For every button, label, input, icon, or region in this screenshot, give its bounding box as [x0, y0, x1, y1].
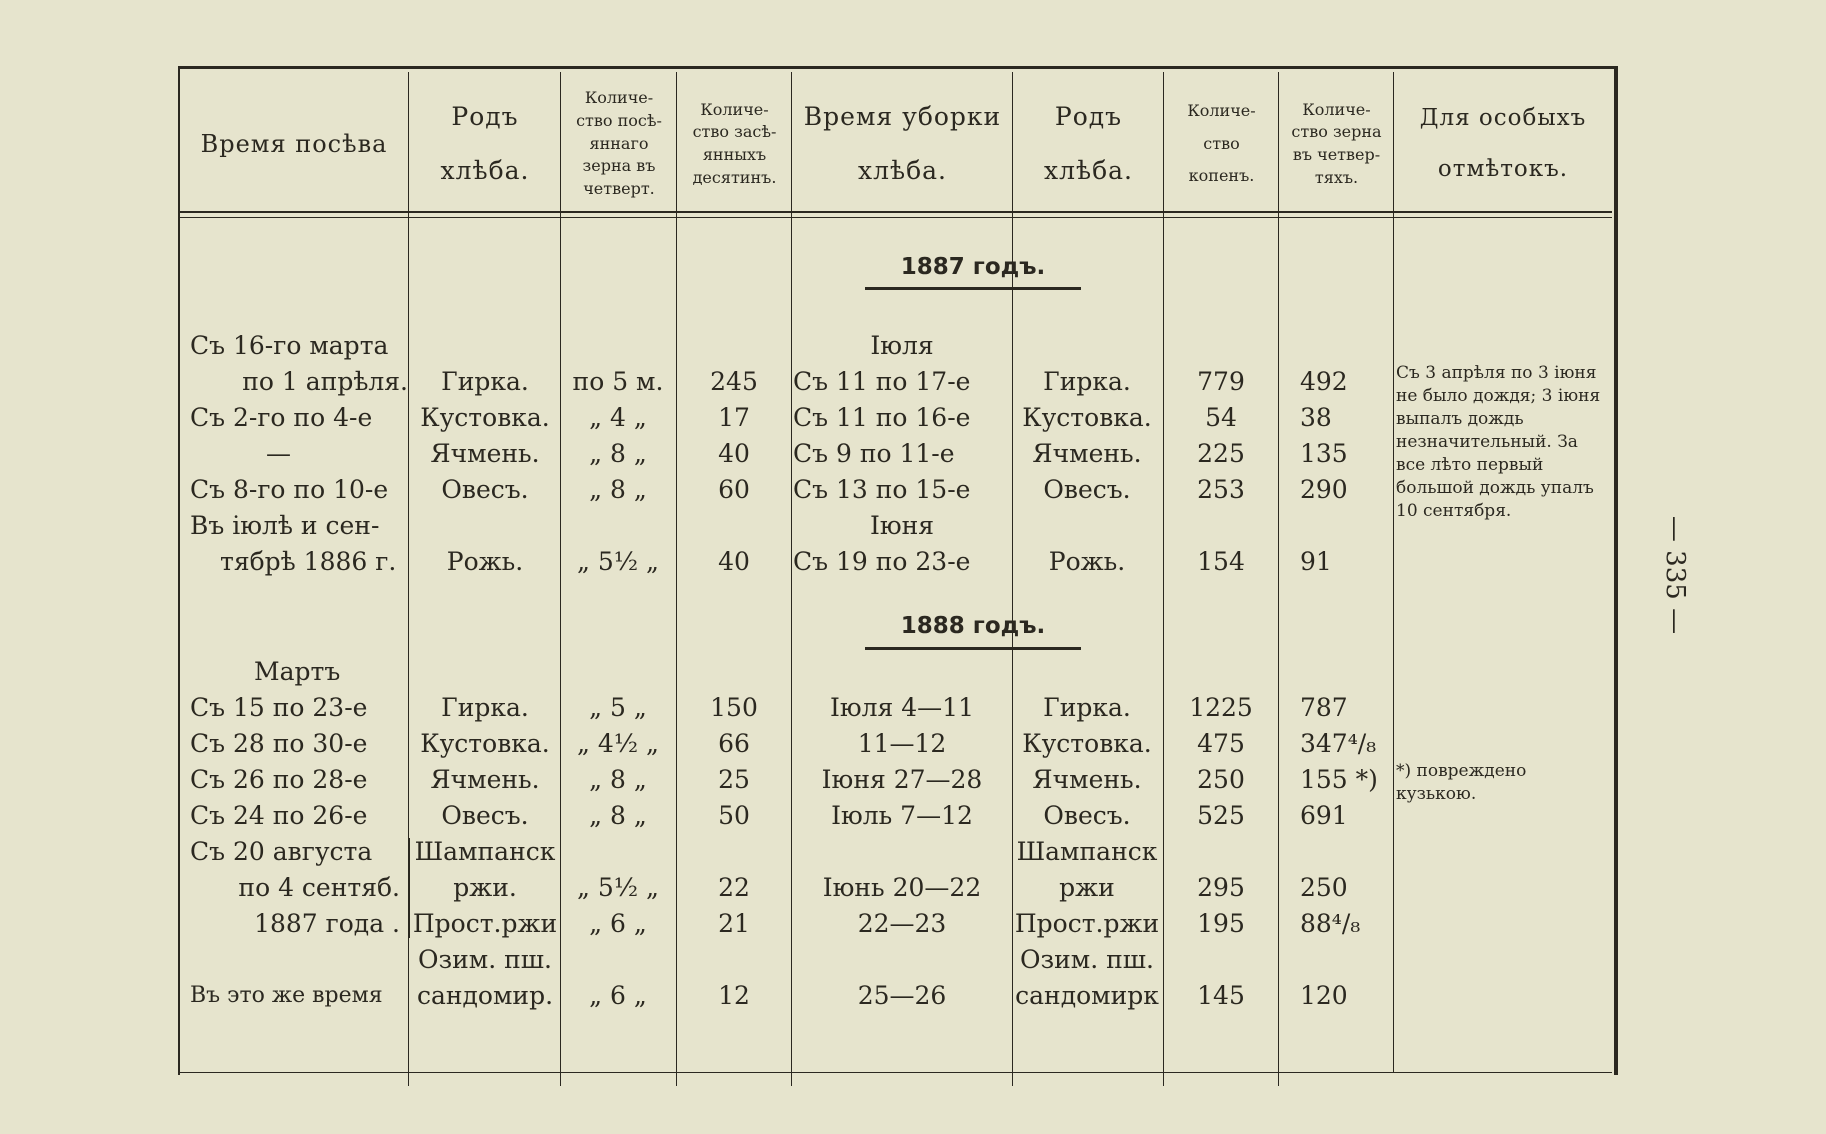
table-row-cell: Рожь.: [1048, 547, 1126, 576]
table-row-cell: Кустовка.: [1022, 729, 1152, 758]
table-row-cell: Шампанск: [414, 837, 556, 866]
table-row-cell: сандомир.: [416, 981, 554, 1010]
header-rule-bottom: [180, 217, 1612, 218]
table-row-cell: 25: [718, 765, 750, 794]
sow-month-march: Мартъ: [254, 657, 341, 686]
table-row-cell: 154: [1197, 547, 1245, 576]
table-row-cell: Шампанск: [1016, 837, 1158, 866]
table-row-cell: 22—23: [857, 909, 947, 938]
table-row-cell: 525: [1197, 801, 1245, 830]
table-row-cell: 779: [1197, 367, 1245, 396]
table-row-cell: „ 8 „: [589, 801, 647, 830]
table-row-cell: 66: [718, 729, 750, 758]
table-row-cell: 38: [1300, 403, 1332, 432]
table-row-cell: Гирка.: [441, 367, 529, 396]
table-row-cell: „ 6 „: [589, 981, 647, 1010]
table-row-cell: 150: [710, 693, 758, 722]
page-number: — 335 —: [1660, 515, 1690, 635]
note-1888: *) повреждено кузькою.: [1396, 761, 1527, 804]
table-row-cell: Съ 2-го по 4-е: [190, 403, 373, 432]
table-row-cell: Съ 24 по 26-е: [190, 801, 368, 830]
table-row-cell: „ 5½ „: [577, 873, 659, 902]
table-row-cell: по 4 сентяб.: [238, 873, 400, 902]
table-row-cell: 40: [718, 547, 750, 576]
table-row-cell: 347⁴/₈: [1300, 729, 1377, 758]
header-harvest-time: Время уборки хлѣба.: [803, 102, 1002, 185]
table-row-cell: 250: [1197, 765, 1245, 794]
table-row-cell: 50: [718, 801, 750, 830]
table-row-cell: „ 6 „: [589, 909, 647, 938]
table-row-cell: 290: [1300, 475, 1348, 504]
header-notes: Для особыхъ отмѣтокъ.: [1419, 104, 1587, 182]
table-row-cell: Съ 26 по 28-е: [190, 765, 368, 794]
table-row-cell: Гирка.: [441, 693, 529, 722]
year-heading-1888: 1888 годъ.: [900, 613, 1046, 639]
table-row-cell: 120: [1300, 981, 1348, 1010]
table-row-cell: „ 5 „: [589, 693, 647, 722]
year-rule-1887: [865, 287, 1081, 290]
table-row-cell: Прост.ржи: [1014, 909, 1160, 938]
table-row-cell: 88⁴/₈: [1300, 909, 1361, 938]
table-row-cell: 12: [718, 981, 750, 1010]
table-row-cell: по 1 апрѣля.: [242, 367, 408, 396]
table-row-cell: Овесъ.: [1043, 801, 1131, 830]
table-row-cell: Кустовка.: [420, 729, 550, 758]
table-row-cell: Ячмень.: [430, 765, 540, 794]
table-row-cell: —: [266, 439, 291, 468]
col-rule-4: [791, 72, 792, 1086]
table-row-cell: Iюль 7—12: [831, 801, 973, 830]
table-row-cell: 245: [710, 367, 758, 396]
table-row-cell: 492: [1300, 367, 1348, 396]
table-row-cell: Съ 19 по 23-е: [793, 547, 971, 576]
table-row-cell: Въ iюлѣ и сен-: [190, 511, 380, 540]
table-row-cell: тябрѣ 1886 г.: [220, 547, 397, 576]
table-row-cell: Съ 9 по 11-е: [793, 439, 955, 468]
table-row-cell: Кустовка.: [1022, 403, 1152, 432]
table-row-cell: Ячмень.: [1032, 439, 1142, 468]
header-grain-quantity: Количе- ство зерна въ четвер- тяхъ.: [1291, 99, 1382, 187]
table-row-cell: Овесъ.: [441, 801, 529, 830]
header-sow-time: Время посѣва: [200, 129, 388, 158]
note-1887: Съ 3 апрѣля по 3 iюня не было дождя; 3 iюня выпалъ дождь незначительный. За все лѣто первый большой дождь упалъ 10 сентября.: [1396, 363, 1601, 521]
table-row-cell: 475: [1197, 729, 1245, 758]
table-row-cell: Съ 15 по 23-е: [190, 693, 368, 722]
table-row-cell: Въ это же время: [190, 983, 383, 1008]
table-row-cell: Овесъ.: [441, 475, 529, 504]
year-rule-1888: [865, 647, 1081, 650]
table-row-cell: Съ 13 по 15-е: [793, 475, 971, 504]
table-bottom-rule: [180, 1072, 1612, 1073]
table-row-cell: 295: [1197, 873, 1245, 902]
header-grain-kind-2: Родъ хлѣба.: [1044, 102, 1133, 185]
table-row-cell: Гирка.: [1043, 693, 1131, 722]
table-row-cell: Iюля 4—11: [830, 693, 974, 722]
table-row-cell: „ 4½ „: [577, 729, 659, 758]
table-row-cell: Рожь.: [446, 547, 524, 576]
table-row-cell: 91: [1300, 547, 1332, 576]
header-sown-quantity: Количе- ство посѣ- яннаго зерна въ четверт.: [576, 88, 662, 199]
table-row-cell: Съ 11 по 17-е: [793, 367, 971, 396]
col-rule-3: [676, 72, 677, 1086]
table-row-cell: „ 8 „: [589, 765, 647, 794]
table-row-cell: 25—26: [857, 981, 947, 1010]
table-row-cell: 60: [718, 475, 750, 504]
table-row-cell: ржи.: [453, 873, 517, 902]
table-row-cell: Ячмень.: [1032, 765, 1142, 794]
header-sheaves: Количе- ство копенъ.: [1187, 100, 1256, 186]
table-row-cell: 253: [1197, 475, 1245, 504]
table-row-cell: Съ 20 августа: [190, 837, 373, 866]
table-row-cell: 787: [1300, 693, 1348, 722]
col-rule-6: [1163, 72, 1164, 1086]
table-row-cell: 1887 года .: [254, 909, 400, 938]
table-row-cell: „ 8 „: [589, 475, 647, 504]
table-row-cell: Iюня 27—28: [821, 765, 983, 794]
harvest-month-june: Iюня: [869, 511, 935, 540]
table-row-cell: 155 *): [1300, 765, 1378, 794]
table-row-cell: сандомирк: [1015, 981, 1159, 1010]
table-row-cell: 40: [718, 439, 750, 468]
table-row-cell: 691: [1300, 801, 1348, 830]
table-row-cell: Озим. пш.: [418, 945, 552, 974]
table-row-cell: по 5 м.: [572, 367, 664, 396]
table-row-cell: Съ 8-го по 10-е: [190, 475, 389, 504]
table-row-cell: 11—12: [857, 729, 947, 758]
table-row-cell: 1225: [1189, 693, 1253, 722]
table-row-cell: „ 4 „: [589, 403, 647, 432]
table-row-cell: 145: [1197, 981, 1245, 1010]
table-row-cell: 54: [1205, 403, 1237, 432]
table-row-cell: „ 8 „: [589, 439, 647, 468]
table-row-cell: Съ 11 по 16-е: [793, 403, 971, 432]
table-row-cell: 22: [718, 873, 750, 902]
table-row-cell: 21: [718, 909, 750, 938]
table-row-cell: Гирка.: [1043, 367, 1131, 396]
table-row-cell: Овесъ.: [1043, 475, 1131, 504]
table-row-cell: 250: [1300, 873, 1348, 902]
table-row-cell: 195: [1197, 909, 1245, 938]
table-row-cell: 135: [1300, 439, 1348, 468]
table-row-cell: 17: [718, 403, 750, 432]
header-rule-top: [180, 211, 1612, 213]
table-row-cell: Iюнь 20—22: [822, 873, 982, 902]
year-heading-1887: 1887 годъ.: [900, 254, 1046, 280]
table-row-cell: Прост.ржи: [412, 909, 558, 938]
col-rule-2: [560, 72, 561, 1086]
table-row-cell: Озим. пш.: [1020, 945, 1154, 974]
harvest-month-july: Iюля: [870, 331, 934, 360]
table-row-cell: „ 5½ „: [577, 547, 659, 576]
table-row-cell: 225: [1197, 439, 1245, 468]
header-grain-kind-1: Родъ хлѣба.: [440, 102, 530, 185]
col-rule-7: [1278, 72, 1279, 1086]
table-row-cell: ржи: [1059, 873, 1115, 902]
table-row-cell: Кустовка.: [420, 403, 550, 432]
table-row-cell: Съ 16-го марта: [190, 331, 389, 360]
table-row-cell: Ячмень.: [430, 439, 540, 468]
header-sown-area: Количе- ство засѣ- янныхъ десятинъ.: [692, 99, 777, 187]
table-row-cell: Съ 28 по 30-е: [190, 729, 368, 758]
